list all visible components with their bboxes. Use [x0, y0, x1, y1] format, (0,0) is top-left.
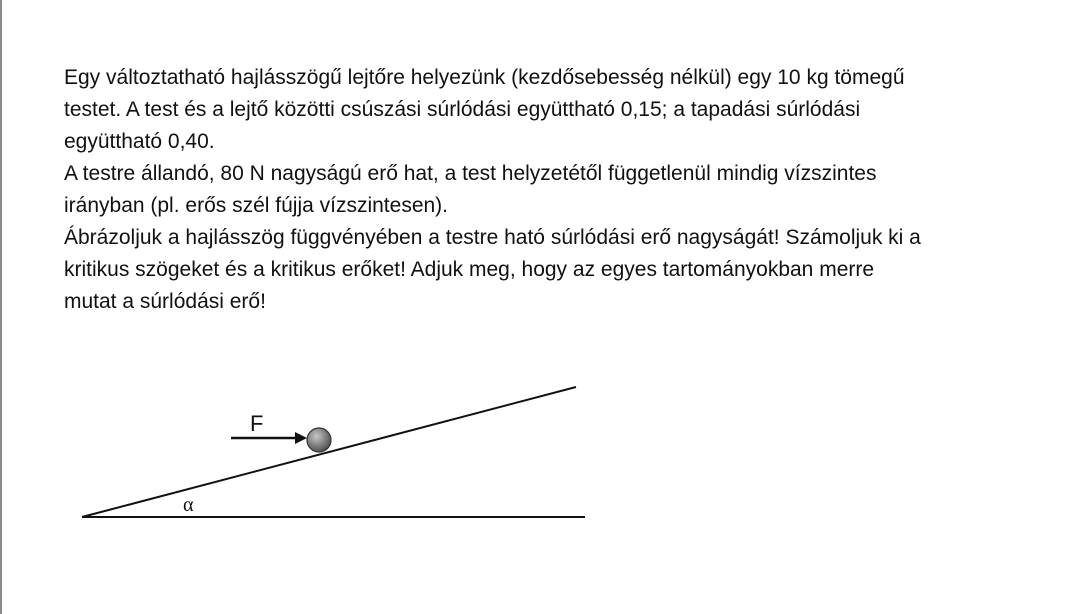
problem-line: kritikus szögeket és a kritikus erőket! Adjuk meg, hogy az egyes tartományokban merre [64, 258, 875, 281]
problem-line: A testre állandó, 80 N nagyságú erő hat, a test helyzetétől függetlenül mindig vízszintes [64, 162, 877, 185]
problem-line: mutat a súrlódási erő! [64, 290, 266, 313]
force-label: F [250, 411, 264, 436]
problem-line: irányban (pl. erős szél fújja vízszintesen). [64, 194, 448, 217]
problem-line: együttható 0,40. [64, 130, 215, 153]
ball-icon [307, 428, 331, 452]
problem-line: Egy változtatható hajlásszögű lejtőre helyezünk (kezdősebesség nélkül) egy 10 kg tömegű [64, 66, 905, 89]
problem-line: testet. A test és a lejtő közötti csúszási súrlódási együttható 0,15; a tapadási súrlódási [64, 98, 861, 121]
angle-label: α [183, 494, 194, 516]
incline-line [82, 387, 576, 517]
force-arrow-head-icon [295, 432, 307, 444]
problem-line: Ábrázoljuk a hajlásszög függvényében a testre ható súrlódási erő nagyságát! Számoljuk ki a [64, 226, 921, 249]
